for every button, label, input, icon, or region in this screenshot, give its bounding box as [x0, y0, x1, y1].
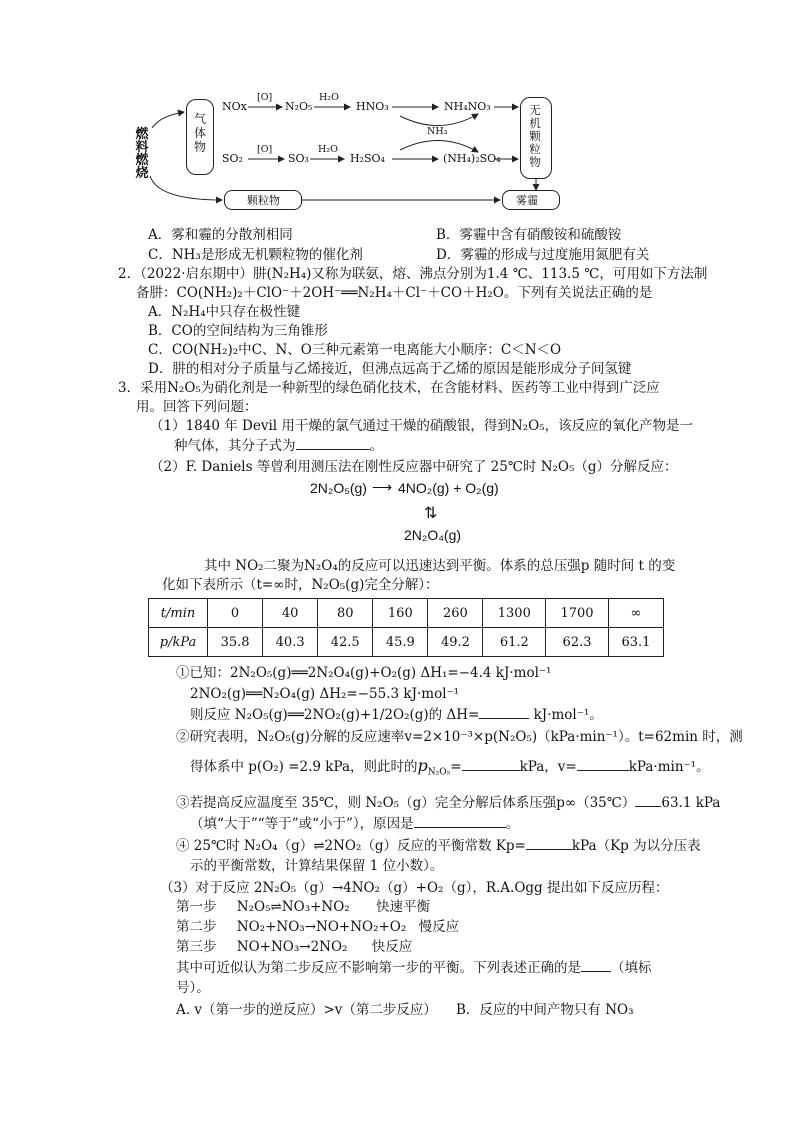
table-cell: 160	[373, 599, 428, 628]
table-cell: 1700	[546, 599, 609, 628]
q2-option-d: D．肼的相对分子质量与乙烯接近，但沸点远高于乙烯的原因是能形成分子间氢键	[148, 361, 632, 377]
table-cell: 40.3	[263, 628, 318, 657]
fuel-combustion-label: 燃料燃烧	[135, 127, 149, 181]
q3-sub4-line2: 示的平衡常数，计算结果保留 1 位小数）。	[190, 858, 444, 874]
pressure-time-table	[148, 598, 664, 657]
table-header-time: t/min	[149, 599, 208, 628]
haze-box-label: 雾霾	[516, 194, 538, 207]
table-cell: 62.3	[546, 628, 609, 657]
q3-part1-line2	[174, 437, 383, 456]
forward-arrow: ⟶	[372, 479, 393, 495]
p-symbol: p	[417, 756, 428, 775]
q3-sub3-text: ③若提高反应温度至 35℃，则 N₂O₅（g）完全分解后体系压强p∞（35℃）	[176, 795, 636, 811]
step1-note: 快速平衡	[376, 899, 431, 915]
q3-sub1-line2: 2NO₂(g)══N₂O₄(g) ΔH₂=−55.3 kJ·mol⁻¹	[190, 686, 460, 702]
q3-sub3-reason-text: （填“大于”“等于”或“小于”），原因是	[190, 816, 414, 832]
q1-option-c: C．NH₃是形成无机颗粒物的催化剂	[148, 247, 363, 263]
step1-label: 第一步	[176, 899, 217, 915]
particle-box-label: 颗粒物	[247, 194, 280, 207]
q3-sub2-text: 得体系中 p(O₂) =2.9 kPa，则此时的	[190, 759, 418, 775]
q3-sub1-text: 则反应 N₂O₅(g)══2NO₂(g)+1/2O₂(g)的 ΔH=	[190, 707, 480, 723]
q3-sub1-unit: kJ·mol⁻¹。	[529, 707, 603, 723]
table-cell: 35.8	[208, 628, 263, 657]
q3-sub1-line1: ①已知：2N₂O₅(g)══2N₂O₄(g)+O₂(g) ΔH₁=−4.4 kJ·mol⁻¹	[176, 665, 552, 681]
nh4no3-label: NH₄NO₃	[444, 100, 491, 113]
hno3-label: HNO₃	[356, 100, 389, 113]
q3-part3-text: 其中可近似认为第二步反应不影响第一步的平衡。下列表述正确的是	[176, 960, 581, 976]
step2-equation: NO₂+NO₃→NO+NO₂+O₂	[236, 919, 407, 935]
answer-blank-formula[interactable]	[296, 449, 370, 450]
inorganic-particle-label: 无机颗粒物	[529, 103, 541, 169]
o-top-label: [O]	[257, 92, 273, 103]
table-row-time	[149, 599, 664, 628]
mechanism-step2	[176, 918, 459, 937]
table-cell: 80	[318, 599, 373, 628]
table-row-pressure	[149, 628, 664, 657]
q1-option-b: B．雾霾中含有硝酸铵和硫酸铵	[436, 227, 622, 243]
equilibrium-arrow: ⇅	[424, 505, 438, 522]
equals-sign: =	[450, 759, 462, 775]
q2-stem-line1: 2．（2022·启东期中）肼(N₂H₄)又称为联氨，熔、沸点分别为1.4 ℃、113.5 ℃，可用如下方法制	[118, 266, 708, 282]
q2-option-c: C．CO(NH₂)₂中C、N、O三种元素第一电离能大小顺序：C＜N＜O	[148, 342, 562, 358]
q3-sub4-text: ④ 25℃时 N₂O₄（g）⇌2NO₂（g）反应的平衡常数 Kp=	[176, 838, 526, 854]
n2o5-label: N₂O₅	[285, 100, 313, 113]
h2o-bottom-label: H₂O	[318, 144, 338, 155]
table-cell: 1300	[483, 599, 546, 628]
table-cell: 0	[208, 599, 263, 628]
q3-sub4-unit: kPa（Kp 为以分压表	[571, 838, 701, 854]
answer-blank-choice[interactable]	[581, 971, 611, 972]
h2so4-label: H₂SO₄	[350, 152, 385, 165]
step3-note: 快反应	[371, 939, 413, 955]
answer-blank-compare[interactable]	[635, 806, 661, 807]
q3-sub3-line2	[190, 815, 519, 834]
q2-stem-line2: 备肼：CO(NH₂)₂＋ClO⁻＋2OH⁻══N₂H₄＋Cl⁻＋CO＋H₂O。下列有关说法正确的是	[136, 285, 653, 301]
nh3-label: NH₃	[427, 126, 448, 137]
q3-option-a: A. v（第一步的逆反应）>v（第二步反应）	[176, 1002, 437, 1018]
q3-sub2-line1: ②研究表明，N₂O₅(g)分解的反应速率v=2×10⁻³×p(N₂O₅)（kPa·min⁻¹）。t=62min 时，测	[176, 729, 743, 745]
gas-box-label: 气体物	[193, 112, 206, 154]
answer-blank-dh[interactable]	[479, 718, 529, 719]
answer-blank-rate[interactable]	[577, 770, 629, 771]
table-cell: 42.5	[318, 628, 373, 657]
so2-label: SO₂	[222, 152, 243, 165]
mechanism-step3	[176, 938, 412, 957]
q1-option-d: D．雾霾的形成与过度施用氮肥有关	[436, 247, 650, 263]
step1-equation: N₂O₅⇌NO₃+NO₂	[236, 899, 350, 915]
so3-label: SO₃	[288, 152, 309, 165]
table-cell: 45.9	[373, 628, 428, 657]
q3-part3-line2: 号）。	[176, 980, 210, 996]
table-cell: ∞	[608, 599, 663, 628]
q3-part1-end: 。	[369, 438, 383, 454]
mechanism-step1	[176, 898, 430, 917]
answer-blank-kp[interactable]	[526, 849, 572, 850]
step2-label: 第二步	[176, 919, 217, 935]
q1-option-a: A．雾和霾的分散剂相同	[148, 227, 293, 243]
step3-equation: NO+NO₃→2NO₂	[236, 939, 348, 955]
q3-part3-intro: （3）对于反应 2N₂O₅（g）→4NO₂（g）+O₂（g），R.A.Ogg 提出如下反应历程：	[160, 880, 669, 896]
table-header-pressure: p/kPa	[149, 628, 208, 657]
answer-blank-reason[interactable]	[414, 827, 506, 828]
q3-sub3-value: 63.1 kPa	[661, 795, 721, 811]
nh42so4-label: (NH₄)₂SO₄	[443, 152, 501, 165]
q3-part2-line3: 化如下表所示（t=∞时，N₂O₅(g)完全分解）：	[162, 577, 439, 593]
table-cell: 63.1	[608, 628, 663, 657]
q3-sub2-mid: kPa，v=	[519, 759, 577, 775]
o-bottom-label: [O]	[257, 144, 273, 155]
nox-label: NOx	[222, 100, 247, 113]
table-cell: 260	[428, 599, 483, 628]
p-subscript: N₂O₅	[427, 767, 451, 778]
diagram-arrows	[0, 0, 800, 220]
table-cell: 61.2	[483, 628, 546, 657]
q3-part1-text: 种气体，其分子式为	[174, 438, 296, 454]
q3-sub4-line1	[176, 837, 701, 856]
q3-part2-line2: 其中 NO₂二聚为N₂O₄的反应可以迅速达到平衡。体系的总压强p 随时间 t 的变	[204, 558, 676, 574]
table-cell: 49.2	[428, 628, 483, 657]
q3-sub3-end: 。	[505, 816, 520, 832]
answer-blank-pn2o5[interactable]	[462, 770, 520, 771]
step2-note: 慢反应	[418, 919, 460, 935]
q3-stem-line2: 用。回答下列问题：	[136, 399, 258, 415]
q3-part3-hint: （填标	[611, 960, 652, 976]
reactant-n2o5: 2N₂O₅(g)	[310, 480, 367, 496]
q2-option-b: B．CO的空间结构为三角锥形	[148, 323, 328, 339]
q3-sub3-line1	[176, 794, 720, 813]
q3-part3-question	[176, 959, 652, 978]
q3-stem-line1: 3．采用N₂O₅为硝化剂是一种新型的绿色硝化技术，在含能材料、医药等工业中得到广泛应	[118, 380, 660, 396]
h2o-top-label: H₂O	[319, 92, 339, 103]
product-n2o4: 2N₂O₄(g)	[404, 527, 462, 543]
q3-sub2-line2	[190, 756, 710, 783]
q3-part2-intro: （2）F. Daniels 等曾利用测压法在刚性反应器中研究了 25℃时 N₂O₅（g）分解反应：	[150, 459, 678, 475]
q3-sub2-unit: kPa·min⁻¹。	[628, 759, 710, 775]
q3-part1-line1: （1）1840 年 Devil 用干燥的氯气通过干燥的硝酸银，得到N₂O₅，该反应的氧化产物是一	[150, 418, 694, 434]
q3-sub1-line3	[190, 706, 603, 725]
products-no2-o2: 4NO₂(g) + O₂(g)	[398, 480, 499, 496]
table-cell: 40	[263, 599, 318, 628]
q3-option-b: B．反应的中间产物只有 NO₃	[456, 1002, 634, 1018]
q2-option-a: A．N₂H₄中只存在极性键	[148, 304, 301, 320]
step3-label: 第三步	[176, 939, 217, 955]
